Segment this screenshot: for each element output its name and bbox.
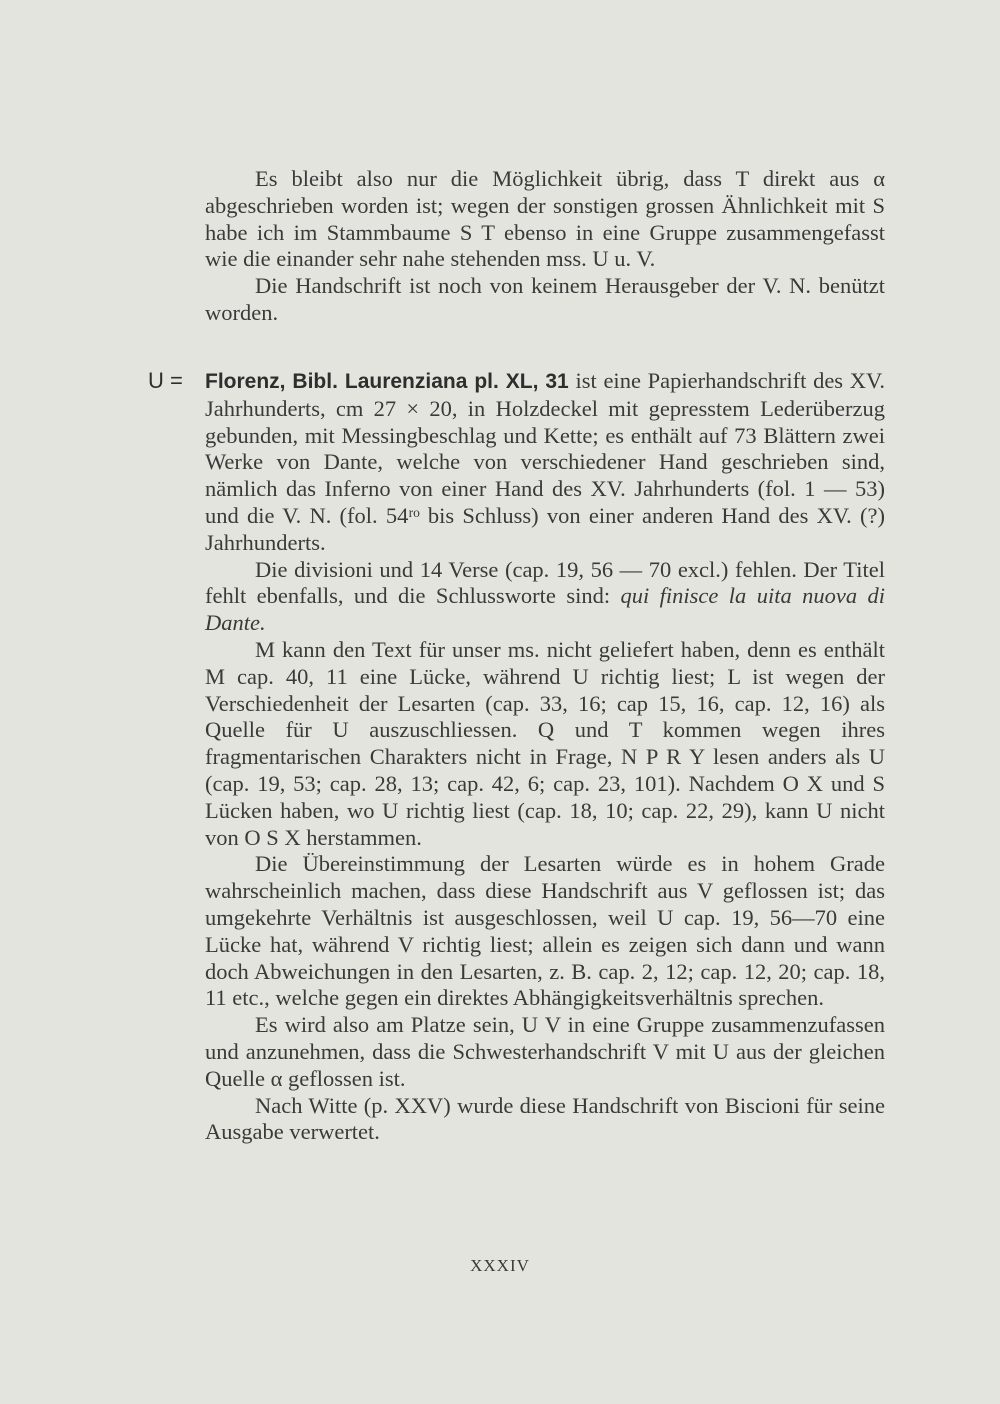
page-number: XXXIV	[470, 1256, 530, 1275]
entry-description-paragraph	[205, 368, 885, 557]
manuscript-heading: Florenz, Bibl. Laurenziana pl. XL, 31	[205, 370, 569, 393]
intro-section	[205, 166, 885, 327]
divisioni-text: Die divisioni und 14 Verse (cap. 19, 56 — 70 excl.) fehlen. Der Titel fehlt ebenfalls, und die Schlussworte sind:	[205, 556, 885, 609]
manuscript-description: ist eine Papierhandschrift des XV. Jahrhunderts, cm 27 × 20, in Holzdeckel mit gepresstem Lederüberzug gebunden, mit Messingbeschlag und Kette; es enthält auf 73 Blättern zwei Werke von Dante, welche von verschiedener Hand geschrieben sind, nämlich das Inferno von einer Hand des XV. Jahrhunderts (fol. 1 — 53) und die V. N. (fol. 54ʳᵒ bis Schluss) von einer anderen Hand des XV. (?) Jahrhunderts.	[205, 368, 886, 555]
agreement-paragraph: Die Übereinstimmung der Lesarten würde es in hohem Grade wahrscheinlich machen, dass diese Handschrift aus V geflossen ist; das umgekehrte Verhältnis ist ausgeschlossen, weil U cap. 19, 56—70 eine Lücke hat, während V richtig liest; allein es zeigen sich dann und wann doch Abweichungen in den Lesarten, z. B. cap. 2, 12; cap. 12, 20; cap. 18, 11 etc., welche gegen ein direktes Abhängigkeitsverhältnis sprechen.	[205, 851, 885, 1011]
manuscript-entry	[205, 368, 885, 1146]
intro-paragraph-1: Es bleibt also nur die Möglichkeit übrig, dass T direkt aus α abgeschrieben worden ist; wegen der sonstigen grossen Ähnlichkeit mit S habe ich im Stammbaume S T ebenso in eine Gruppe zusammengefasst wie die einander sehr nahe stehenden mss. U u. V.	[205, 166, 885, 272]
witte-paragraph: Nach Witte (p. XXV) wurde diese Handschrift von Biscioni für seine Ausgabe verwertet.	[205, 1092, 885, 1145]
manuscript-siglum: U =	[148, 368, 183, 393]
source-analysis-paragraph: M kann den Text für unser ms. nicht geliefert haben, denn es enthält M cap. 40, 11 eine Lücke, während U richtig liest; L ist wegen der Verschiedenheit der Lesarten (cap. 33, 16; cap 15, 16, cap. 12, 16) als Quelle für U auszuschliessen. Q und T kommen wegen ihres fragmentarischen Charakters nicht in Frage, N P R Y lesen anders als U (cap. 19, 53; cap. 28, 13; cap. 42, 6; cap. 23, 101). Nachdem O X und S Lücken haben, wo U richtig liest (cap. 18, 10; cap. 22, 29), kann U nicht von O S X herstammen.	[205, 636, 885, 850]
intro-paragraph-2: Die Handschrift ist noch von keinem Herausgeber der V. N. benützt worden.	[205, 273, 885, 325]
grouping-paragraph: Es wird also am Platze sein, U V in eine Gruppe zusammenzufassen und anzunehmen, dass die Schwesterhandschrift V mit U aus der gleichen Quelle α geflossen ist.	[205, 1012, 885, 1091]
divisioni-paragraph	[205, 557, 885, 637]
closing-words: qui finisce la uita nuova di Dante.	[205, 583, 885, 636]
